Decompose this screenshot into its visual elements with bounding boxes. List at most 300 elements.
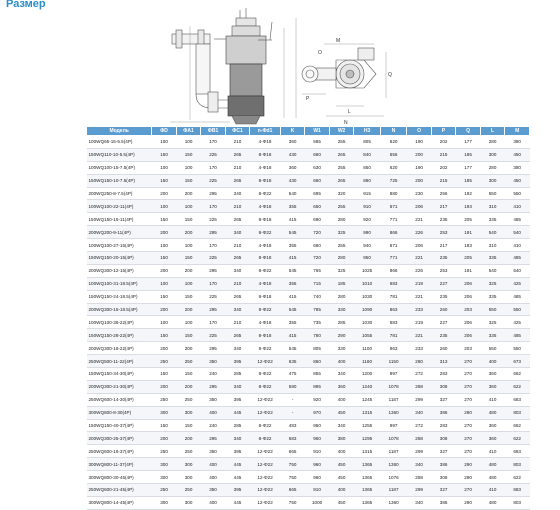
- value-cell: 550: [480, 303, 504, 316]
- value-cell: 1360: [380, 496, 407, 509]
- value-cell: 255: [329, 200, 353, 213]
- value-cell: 880: [354, 174, 381, 187]
- table-row: [87, 200, 530, 213]
- model-cell: 100WQ65-15-5.5(4P): [87, 136, 152, 149]
- value-cell: 185: [456, 148, 480, 161]
- value-cell: 100: [176, 136, 200, 149]
- value-cell: 206: [456, 329, 480, 342]
- value-cell: 285: [225, 419, 249, 432]
- value-cell: 206: [407, 200, 431, 213]
- model-cell: 300WQ800-30-45(4P): [87, 471, 152, 484]
- value-cell: 100: [176, 161, 200, 174]
- value-cell: 280: [480, 161, 504, 174]
- table-row: [87, 290, 530, 303]
- value-cell: 310: [480, 239, 504, 252]
- value-cell: 360: [480, 432, 504, 445]
- value-cell: 360: [280, 161, 304, 174]
- value-cell: 540: [505, 264, 530, 277]
- value-cell: 445: [225, 471, 249, 484]
- value-cell: 250: [152, 445, 176, 458]
- value-cell: 350: [201, 445, 225, 458]
- model-cell: 200WQ300-15-18.5(4P): [87, 303, 152, 316]
- value-cell: 200: [152, 303, 176, 316]
- value-cell: 200: [176, 432, 200, 445]
- dimension-table: [86, 126, 530, 510]
- value-cell: 170: [201, 239, 225, 252]
- value-cell: 308: [431, 471, 455, 484]
- value-cell: 410: [480, 484, 504, 497]
- value-cell: -: [280, 393, 304, 406]
- value-cell: 206: [456, 277, 480, 290]
- value-cell: -: [280, 406, 304, 419]
- value-cell: 200: [176, 342, 200, 355]
- value-cell: 200: [407, 148, 431, 161]
- value-cell: 185: [456, 174, 480, 187]
- value-cell: 250: [176, 484, 200, 497]
- dim-label-m: M: [336, 38, 341, 44]
- model-cell: 300WQ800-11-37(4P): [87, 458, 152, 471]
- model-cell: 250WQ600-21-45(4P): [87, 484, 152, 497]
- value-cell: 690: [305, 213, 329, 226]
- value-cell: 100: [152, 277, 176, 290]
- value-cell: 410: [505, 239, 530, 252]
- value-cell: 620: [380, 136, 407, 149]
- value-cell: 1200: [354, 368, 381, 381]
- model-cell: 100WQ100-36-22(4P): [87, 316, 152, 329]
- value-cell: 12-Φ22: [250, 393, 281, 406]
- value-cell: 221: [407, 252, 431, 265]
- model-cell: 150WQ110-10-5.5(4P): [87, 148, 152, 161]
- value-cell: 283: [431, 368, 455, 381]
- value-cell: 12-Φ22: [250, 496, 281, 509]
- value-cell: 760: [305, 329, 329, 342]
- value-cell: 895: [305, 380, 329, 393]
- value-cell: 12-Φ22: [250, 445, 281, 458]
- value-cell: 863: [380, 303, 407, 316]
- value-cell: 585: [305, 136, 329, 149]
- value-cell: 219: [407, 316, 431, 329]
- value-cell: 285: [329, 316, 353, 329]
- value-cell: 206: [456, 290, 480, 303]
- value-cell: 265: [225, 290, 249, 303]
- column-header: W1: [305, 127, 329, 136]
- column-header: P: [431, 127, 455, 136]
- value-cell: 920: [354, 213, 381, 226]
- value-cell: 200: [176, 226, 200, 239]
- pump-dimension-drawing: [0, 8, 560, 128]
- value-cell: 415: [280, 252, 304, 265]
- value-cell: 100: [176, 200, 200, 213]
- value-cell: 860: [305, 355, 329, 368]
- value-cell: 1240: [354, 380, 381, 393]
- value-cell: 340: [225, 342, 249, 355]
- model-cell: 200WQ200-9-11(4P): [87, 226, 152, 239]
- table-row: [87, 380, 530, 393]
- value-cell: 765: [305, 264, 329, 277]
- value-cell: 100: [152, 161, 176, 174]
- value-cell: 192: [456, 187, 480, 200]
- value-cell: 150: [152, 419, 176, 432]
- value-cell: 781: [380, 290, 407, 303]
- value-cell: 150: [176, 213, 200, 226]
- table-row: [87, 342, 530, 355]
- value-cell: 265: [225, 329, 249, 342]
- column-header: K: [280, 127, 304, 136]
- value-cell: 950: [354, 252, 381, 265]
- value-cell: 400: [201, 496, 225, 509]
- value-cell: 350: [201, 355, 225, 368]
- value-cell: 219: [407, 277, 431, 290]
- value-cell: 662: [505, 368, 530, 381]
- value-cell: 200: [176, 187, 200, 200]
- value-cell: 272: [407, 419, 431, 432]
- value-cell: 545: [280, 226, 304, 239]
- table-row: [87, 187, 530, 200]
- value-cell: 720: [305, 226, 329, 239]
- value-cell: 240: [201, 419, 225, 432]
- value-cell: 300: [176, 458, 200, 471]
- value-cell: 300: [176, 406, 200, 419]
- value-cell: 960: [305, 458, 329, 471]
- value-cell: 355: [280, 316, 304, 329]
- value-cell: 400: [329, 484, 353, 497]
- value-cell: 580: [280, 380, 304, 393]
- value-cell: 1315: [354, 406, 381, 419]
- value-cell: 295: [201, 187, 225, 200]
- value-cell: 226: [407, 264, 431, 277]
- value-cell: 4-Φ18: [250, 316, 281, 329]
- value-cell: 100: [152, 136, 176, 149]
- table-row: [87, 161, 530, 174]
- value-cell: 545: [280, 303, 304, 316]
- value-cell: 445: [225, 458, 249, 471]
- column-header: N: [380, 127, 407, 136]
- value-cell: 265: [225, 252, 249, 265]
- value-cell: 805: [305, 342, 329, 355]
- table-row: [87, 445, 530, 458]
- value-cell: 771: [380, 252, 407, 265]
- value-cell: 1160: [354, 355, 381, 368]
- value-cell: 1365: [354, 484, 381, 497]
- value-cell: 395: [225, 393, 249, 406]
- model-cell: 100WQ100-15-7.5(4P): [87, 161, 152, 174]
- value-cell: 227: [431, 316, 455, 329]
- value-cell: 8-Φ18: [250, 290, 281, 303]
- value-cell: 725: [380, 174, 407, 187]
- value-cell: 170: [201, 277, 225, 290]
- column-header: ΦB1: [201, 127, 225, 136]
- value-cell: 256: [431, 187, 455, 200]
- value-cell: 308: [431, 432, 455, 445]
- value-cell: 750: [280, 496, 304, 509]
- value-cell: 4-Φ18: [250, 200, 281, 213]
- value-cell: 205: [456, 252, 480, 265]
- value-cell: 250: [176, 393, 200, 406]
- value-cell: 260: [431, 303, 455, 316]
- value-cell: 450: [505, 174, 530, 187]
- value-cell: 100: [176, 316, 200, 329]
- value-cell: 221: [407, 329, 431, 342]
- value-cell: 280: [329, 290, 353, 303]
- value-cell: 803: [505, 458, 530, 471]
- value-cell: 380: [505, 136, 530, 149]
- value-cell: 662: [505, 419, 530, 432]
- value-cell: 425: [505, 316, 530, 329]
- value-cell: 400: [329, 355, 353, 368]
- value-cell: 683: [505, 484, 530, 497]
- value-cell: 340: [407, 496, 431, 509]
- value-cell: 225: [201, 252, 225, 265]
- value-cell: 290: [456, 496, 480, 509]
- page-title: Размер: [6, 0, 46, 10]
- column-header: ΦA1: [176, 127, 200, 136]
- value-cell: 206: [407, 239, 431, 252]
- value-cell: 150: [152, 213, 176, 226]
- value-cell: 1030: [354, 290, 381, 303]
- value-cell: 1000: [305, 496, 329, 509]
- value-cell: 485: [505, 329, 530, 342]
- value-cell: 915: [354, 187, 381, 200]
- value-cell: 327: [431, 393, 455, 406]
- value-cell: 8-Φ22: [250, 419, 281, 432]
- value-cell: 150: [176, 174, 200, 187]
- value-cell: 235: [431, 213, 455, 226]
- model-cell: 250WQ500-11-22(4P): [87, 355, 152, 368]
- dim-label-n-side: Q: [388, 72, 392, 78]
- dim-label-n: N: [344, 120, 348, 126]
- value-cell: 395: [225, 484, 249, 497]
- value-cell: 650: [305, 200, 329, 213]
- model-cell: 200WQ300-12-15(4P): [87, 264, 152, 277]
- value-cell: 660: [305, 174, 329, 187]
- value-cell: 445: [225, 406, 249, 419]
- value-cell: 8-Φ22: [250, 264, 281, 277]
- value-cell: 150: [152, 329, 176, 342]
- value-cell: 735: [305, 316, 329, 329]
- value-cell: 450: [329, 496, 353, 509]
- value-cell: 299: [407, 484, 431, 497]
- value-cell: 400: [201, 458, 225, 471]
- value-cell: 400: [329, 393, 353, 406]
- table-row: [87, 239, 530, 252]
- value-cell: 260: [431, 342, 455, 355]
- value-cell: 265: [225, 213, 249, 226]
- value-cell: 280: [329, 213, 353, 226]
- value-cell: 1078: [380, 380, 407, 393]
- value-cell: 150: [176, 148, 200, 161]
- value-cell: 4-Φ18: [250, 239, 281, 252]
- value-cell: 210: [225, 277, 249, 290]
- value-cell: 191: [456, 264, 480, 277]
- value-cell: 320: [329, 187, 353, 200]
- value-cell: 225: [201, 148, 225, 161]
- value-cell: 270: [456, 432, 480, 445]
- value-cell: 193: [456, 200, 480, 213]
- value-cell: 177: [456, 136, 480, 149]
- value-cell: 225: [201, 329, 225, 342]
- value-cell: 226: [407, 226, 431, 239]
- value-cell: 550: [505, 187, 530, 200]
- value-cell: 150: [176, 252, 200, 265]
- value-cell: 250: [152, 484, 176, 497]
- value-cell: 150: [152, 148, 176, 161]
- value-cell: 750: [280, 458, 304, 471]
- model-cell: 100WQ100-22-11(4P): [87, 200, 152, 213]
- value-cell: 673: [505, 355, 530, 368]
- value-cell: 8-Φ22: [250, 368, 281, 381]
- value-cell: 665: [280, 445, 304, 458]
- value-cell: 630: [305, 161, 329, 174]
- value-cell: 295: [201, 342, 225, 355]
- value-cell: 202: [431, 161, 455, 174]
- value-cell: 210: [225, 200, 249, 213]
- model-cell: 200WQ250-8-7.5(4P): [87, 187, 152, 200]
- value-cell: 200: [176, 264, 200, 277]
- value-cell: 250: [176, 355, 200, 368]
- value-cell: 8-Φ18: [250, 329, 281, 342]
- value-cell: 450: [329, 406, 353, 419]
- value-cell: 840: [354, 148, 381, 161]
- value-cell: 695: [305, 187, 329, 200]
- value-cell: 8-Φ22: [250, 342, 281, 355]
- value-cell: 450: [505, 148, 530, 161]
- table-row: [87, 213, 530, 226]
- value-cell: 415: [280, 290, 304, 303]
- value-cell: 210: [225, 136, 249, 149]
- value-cell: 215: [431, 148, 455, 161]
- value-cell: 215: [431, 174, 455, 187]
- value-cell: 177: [456, 161, 480, 174]
- value-cell: 545: [280, 342, 304, 355]
- value-cell: 1078: [380, 432, 407, 445]
- value-cell: 410: [480, 393, 504, 406]
- model-cell: 150WQ150-24-18.5(4P): [87, 290, 152, 303]
- value-cell: 1090: [354, 303, 381, 316]
- value-cell: 480: [480, 458, 504, 471]
- value-cell: 300: [480, 174, 504, 187]
- value-cell: 656: [380, 148, 407, 161]
- value-cell: 781: [380, 329, 407, 342]
- table-row: [87, 393, 530, 406]
- value-cell: 483: [280, 419, 304, 432]
- value-cell: 235: [431, 329, 455, 342]
- value-cell: 720: [305, 252, 329, 265]
- value-cell: 250: [152, 393, 176, 406]
- value-cell: 340: [329, 419, 353, 432]
- value-cell: 270: [456, 484, 480, 497]
- value-cell: 8-Φ18: [250, 148, 281, 161]
- value-cell: 1365: [354, 496, 381, 509]
- value-cell: 12-Φ22: [250, 355, 281, 368]
- value-cell: 410: [505, 200, 530, 213]
- value-cell: 660: [305, 148, 329, 161]
- value-cell: 450: [329, 471, 353, 484]
- value-cell: 299: [407, 445, 431, 458]
- value-cell: 950: [305, 419, 329, 432]
- value-cell: 540: [480, 226, 504, 239]
- value-cell: 1030: [354, 316, 381, 329]
- value-cell: 290: [456, 471, 480, 484]
- value-cell: 265: [225, 174, 249, 187]
- column-header: n-Φd1: [250, 127, 281, 136]
- value-cell: 255: [329, 239, 353, 252]
- table-row: [87, 419, 530, 432]
- value-cell: 200: [152, 264, 176, 277]
- value-cell: 430: [280, 148, 304, 161]
- value-cell: 300: [152, 458, 176, 471]
- value-cell: 8-Φ22: [250, 226, 281, 239]
- model-cell: 150WQ150-28-22(4P): [87, 329, 152, 342]
- value-cell: 340: [225, 226, 249, 239]
- value-cell: 200: [152, 432, 176, 445]
- value-cell: 8-Φ18: [250, 174, 281, 187]
- column-header: ΦD: [152, 127, 176, 136]
- value-cell: 997: [380, 368, 407, 381]
- value-cell: 485: [505, 290, 530, 303]
- value-cell: 270: [456, 355, 480, 368]
- value-cell: 235: [431, 290, 455, 303]
- value-cell: 295: [201, 264, 225, 277]
- column-header: H3: [354, 127, 381, 136]
- value-cell: 12-Φ22: [250, 484, 281, 497]
- value-cell: 325: [329, 264, 353, 277]
- value-cell: 308: [431, 380, 455, 393]
- table-row: [87, 226, 530, 239]
- dim-label-l: L: [348, 109, 351, 115]
- model-cell: 150WQ150-34-30(4P): [87, 368, 152, 381]
- value-cell: 866: [380, 226, 407, 239]
- value-cell: 771: [380, 213, 407, 226]
- value-cell: 170: [201, 200, 225, 213]
- value-cell: 295: [201, 432, 225, 445]
- value-cell: 335: [480, 329, 504, 342]
- value-cell: 203: [456, 303, 480, 316]
- value-cell: 540: [505, 226, 530, 239]
- value-cell: 225: [201, 213, 225, 226]
- value-cell: 335: [480, 290, 504, 303]
- value-cell: 8-Φ18: [250, 213, 281, 226]
- value-cell: 250: [176, 445, 200, 458]
- value-cell: 340: [407, 406, 431, 419]
- value-cell: 4-Φ18: [250, 161, 281, 174]
- value-cell: 910: [305, 445, 329, 458]
- value-cell: 100: [176, 239, 200, 252]
- value-cell: 395: [225, 445, 249, 458]
- value-cell: 185: [329, 277, 353, 290]
- value-cell: 1055: [354, 329, 381, 342]
- value-cell: 325: [480, 277, 504, 290]
- value-cell: 622: [505, 380, 530, 393]
- value-cell: 100: [152, 316, 176, 329]
- value-cell: 360: [480, 419, 504, 432]
- value-cell: 150: [152, 252, 176, 265]
- value-cell: 380: [329, 432, 353, 445]
- model-cell: 250WQ600-16-37(4P): [87, 445, 152, 458]
- value-cell: 202: [431, 136, 455, 149]
- value-cell: 960: [305, 432, 329, 445]
- table-row: [87, 303, 530, 316]
- value-cell: 1295: [354, 432, 381, 445]
- value-cell: 283: [431, 419, 455, 432]
- value-cell: 265: [329, 148, 353, 161]
- value-cell: 255: [329, 161, 353, 174]
- column-header: W2: [329, 127, 353, 136]
- value-cell: 150: [152, 174, 176, 187]
- value-cell: 313: [431, 355, 455, 368]
- value-cell: 290: [329, 329, 353, 342]
- value-cell: 386: [431, 496, 455, 509]
- value-cell: 190: [407, 136, 431, 149]
